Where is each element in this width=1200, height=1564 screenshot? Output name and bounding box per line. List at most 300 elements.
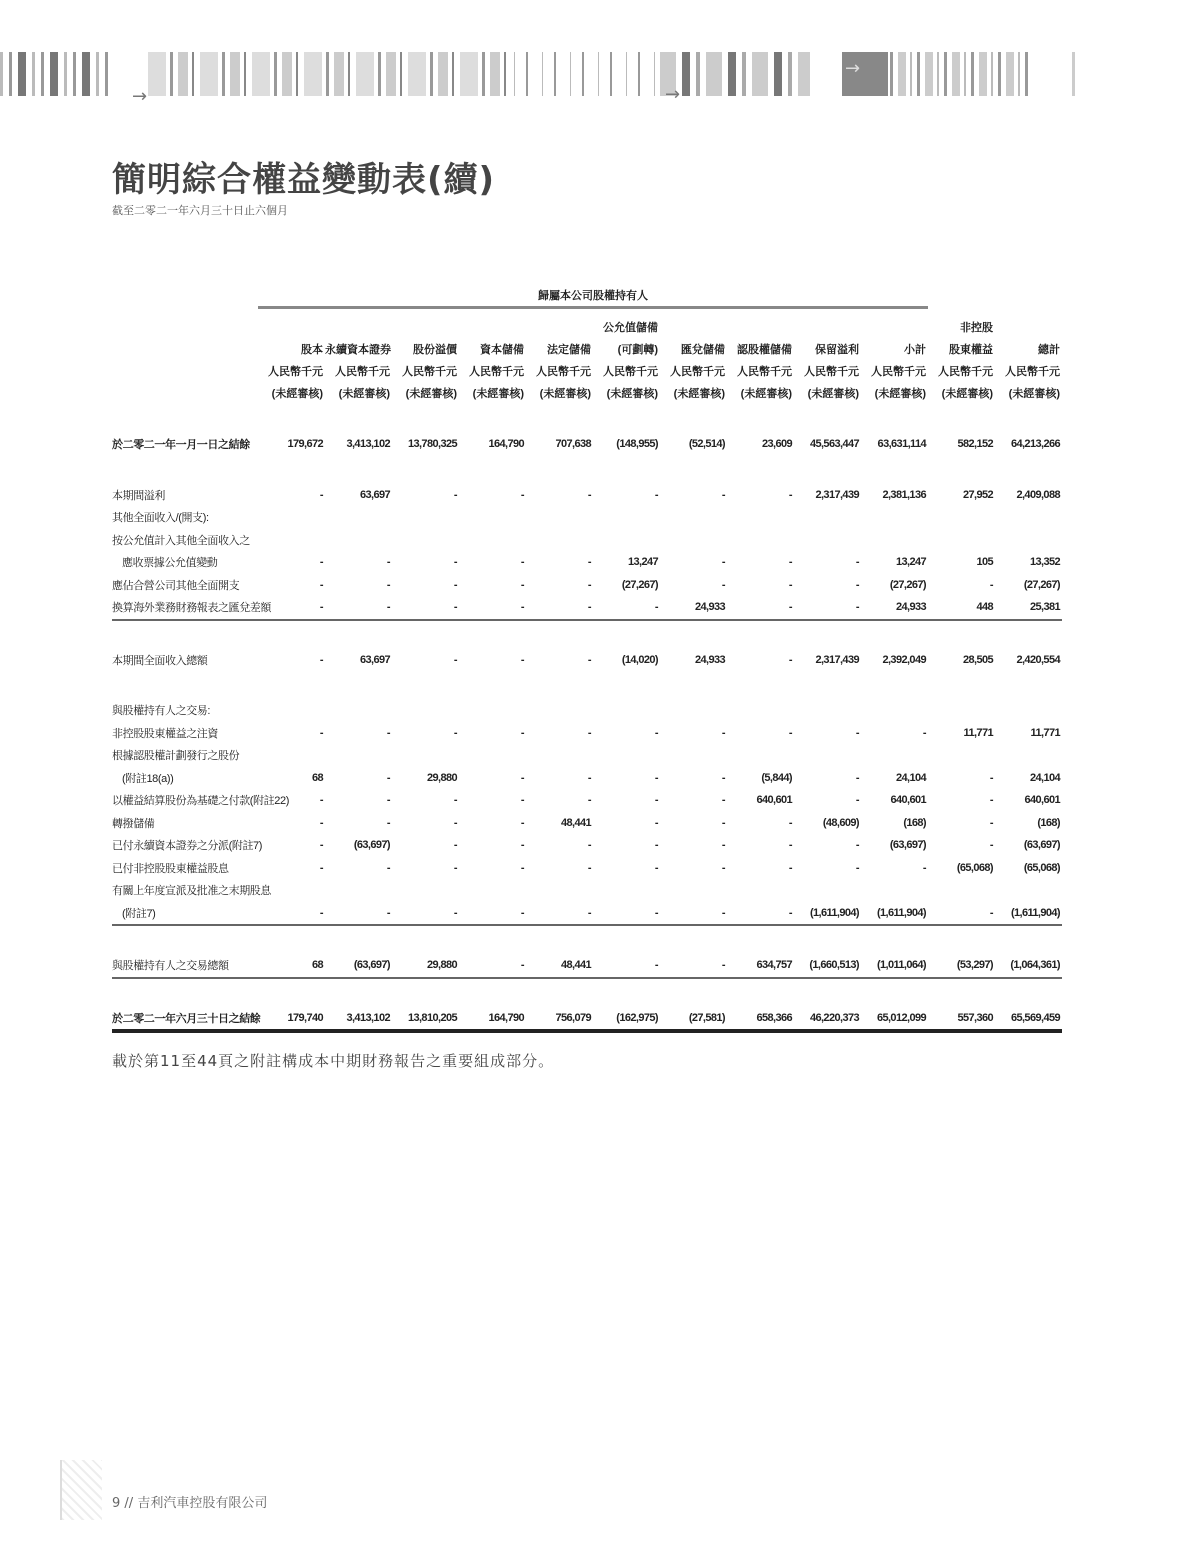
decorative-barcode-band	[660, 52, 810, 96]
column-header	[928, 308, 995, 406]
column-header-line: (未經審核)	[271, 388, 323, 400]
table-row	[112, 722, 1062, 745]
table-cell: 13,247	[627, 556, 658, 569]
table-cell: -	[325, 596, 392, 620]
column-header-line: 人民幣千元	[1005, 366, 1060, 378]
column-header-line	[660, 317, 725, 339]
table-cell	[794, 699, 861, 722]
table-cell: -	[520, 578, 524, 591]
table-cell: -	[989, 794, 993, 807]
table-cell	[861, 506, 928, 529]
column-header-line: (未經審核)	[673, 388, 725, 400]
table-row	[112, 857, 1062, 880]
table-cell: -	[727, 596, 794, 620]
column-header-line: 認股權儲備	[737, 344, 792, 356]
table-cell: 27,952	[962, 488, 993, 501]
page-number: 9	[112, 1496, 121, 1511]
decorative-barcode-band	[508, 52, 658, 96]
table-cell: -	[453, 488, 457, 501]
column-header-line: 資本儲備	[480, 344, 524, 356]
table-cell: -	[587, 839, 591, 852]
table-cell	[660, 744, 727, 767]
table-cell	[325, 529, 392, 552]
row-label: 以權益結算股份為基礎之付款(附註22)	[112, 795, 289, 808]
table-cell: (168)	[1037, 816, 1060, 829]
table-cell: -	[587, 861, 591, 874]
table-cell: -	[459, 954, 526, 978]
row-label: 其他全面收入/(開支):	[112, 512, 209, 525]
table-cell: (27,267)	[621, 578, 658, 591]
table-cell	[526, 744, 593, 767]
table-row	[112, 902, 1062, 926]
table-cell: 582,152	[957, 438, 993, 451]
table-cell: -	[788, 556, 792, 569]
table-cell: 707,638	[555, 438, 591, 451]
table-cell: -	[258, 902, 325, 926]
table-cell: -	[526, 596, 593, 620]
table-cell: (65,068)	[956, 861, 993, 874]
column-header-line	[258, 317, 323, 339]
row-label: 轉撥儲備	[112, 817, 155, 830]
table-cell: 24,933	[694, 653, 725, 666]
table-cell: -	[386, 861, 390, 874]
table-cell: 28,505	[962, 653, 993, 666]
table-cell: -	[855, 578, 859, 591]
column-header-line: 人民幣千元	[938, 366, 993, 378]
table-cell: 24,933	[660, 596, 727, 620]
table-cell: 179,672	[287, 438, 323, 451]
table-cell: (1,011,064)	[861, 954, 928, 978]
table-cell: -	[587, 556, 591, 569]
table-cell: -	[319, 488, 323, 501]
column-header-line: 非控股	[960, 322, 993, 334]
column-header-line: (未經審核)	[1008, 388, 1060, 400]
row-spacer	[112, 456, 1062, 484]
column-header-line: 小計	[904, 344, 926, 356]
table-cell	[526, 879, 593, 902]
table-cell: 756,079	[526, 1007, 593, 1032]
decorative-barcode-band	[148, 52, 508, 96]
table-cell: -	[520, 653, 524, 666]
table-cell: -	[794, 596, 861, 620]
column-header-line: 永續資本證券	[325, 344, 391, 356]
table-cell	[995, 529, 1062, 552]
table-cell: 24,104	[1029, 771, 1060, 784]
column-header-line: 人民幣千元	[536, 366, 591, 378]
column-header-line: 股本	[301, 344, 323, 356]
table-cell: -	[721, 861, 725, 874]
table-cell: (1,064,361)	[995, 954, 1062, 978]
table-cell: -	[788, 861, 792, 874]
decorative-barcode-band	[890, 52, 1030, 96]
table-row	[112, 954, 1062, 978]
row-label: (附註18(a))	[122, 772, 174, 785]
table-cell	[392, 744, 459, 767]
table-cell	[794, 744, 861, 767]
table-cell: (63,697)	[1023, 839, 1060, 852]
column-header-line: 匯兌儲備	[681, 344, 725, 356]
table-cell	[928, 506, 995, 529]
table-cell: -	[258, 596, 325, 620]
table-row	[112, 789, 1062, 812]
table-cell: (1,611,904)	[861, 902, 928, 926]
table-cell: 3,413,102	[346, 438, 390, 451]
column-header-line: (未經審核)	[740, 388, 792, 400]
table-cell	[392, 506, 459, 529]
table-cell: -	[319, 556, 323, 569]
table-cell	[258, 529, 325, 552]
table-cell: 68	[311, 771, 323, 784]
table-cell: -	[520, 726, 524, 739]
column-header	[325, 308, 392, 406]
table-row	[112, 649, 1062, 672]
table-row	[112, 484, 1062, 507]
table-cell: 11,771	[1030, 726, 1060, 739]
table-cell: (52,514)	[688, 438, 725, 451]
row-label: 非控股股東權益之注資	[112, 727, 218, 740]
column-header-line: 股東權益	[949, 344, 993, 356]
column-header-line	[459, 317, 524, 339]
table-cell: -	[319, 861, 323, 874]
page-title: 簡明綜合權益變動表(續)	[112, 160, 496, 200]
table-cell	[526, 506, 593, 529]
column-header-row	[112, 308, 1062, 406]
table-cell: -	[855, 771, 859, 784]
table-cell	[325, 506, 392, 529]
table-cell: -	[520, 771, 524, 784]
column-header-line: 公允值儲備	[603, 322, 658, 334]
table-cell	[727, 529, 794, 552]
table-cell: -	[453, 726, 457, 739]
table-cell: 2,317,439	[815, 653, 859, 666]
table-cell: (148,955)	[616, 438, 658, 451]
table-cell	[593, 879, 660, 902]
company-logo	[60, 1460, 102, 1520]
table-cell: 2,381,136	[882, 488, 926, 501]
column-header-line: 人民幣千元	[603, 366, 658, 378]
table-cell	[392, 879, 459, 902]
table-cell: -	[386, 726, 390, 739]
table-cell: -	[319, 578, 323, 591]
table-cell: -	[654, 794, 658, 807]
table-cell: 63,697	[359, 653, 390, 666]
row-label: (附註7)	[112, 902, 258, 926]
table-cell: (14,020)	[621, 653, 658, 666]
row-label: 於二零二一年六月三十日之結餘	[112, 1007, 258, 1032]
row-label: 與股權持有人之交易總額	[112, 954, 258, 978]
table-cell: 2,392,049	[882, 653, 926, 666]
table-cell	[593, 744, 660, 767]
table-cell: -	[453, 839, 457, 852]
table-cell	[325, 879, 392, 902]
row-label: 應佔合營公司其他全面開支	[112, 579, 240, 592]
table-cell: 13,780,325	[407, 438, 457, 451]
equity-changes-table	[112, 284, 1062, 1033]
table-cell: -	[922, 726, 926, 739]
column-header-line: (未經審核)	[472, 388, 524, 400]
table-cell: (63,697)	[889, 839, 926, 852]
column-header-line	[794, 317, 859, 339]
table-cell: (63,697)	[353, 839, 390, 852]
table-cell: -	[855, 861, 859, 874]
table-cell: -	[788, 488, 792, 501]
table-cell	[995, 744, 1062, 767]
table-row	[112, 574, 1062, 597]
column-header	[727, 308, 794, 406]
page-subtitle: 截至二零二一年六月三十日止六個月	[112, 204, 288, 217]
table-cell	[727, 879, 794, 902]
column-header-line: 人民幣千元	[268, 366, 323, 378]
table-cell: -	[587, 488, 591, 501]
table-cell: -	[386, 578, 390, 591]
column-header-line: 人民幣千元	[871, 366, 926, 378]
column-header	[861, 308, 928, 406]
table-cell: -	[788, 578, 792, 591]
table-cell	[459, 506, 526, 529]
table-cell	[325, 744, 392, 767]
table-cell: -	[459, 596, 526, 620]
table-cell: -	[526, 902, 593, 926]
table-cell: 2,420,554	[1016, 653, 1060, 666]
table-cell	[593, 506, 660, 529]
row-label: 已付非控股股東權益股息	[112, 862, 229, 875]
table-cell: -	[855, 794, 859, 807]
table-cell: 658,366	[727, 1007, 794, 1032]
table-row	[112, 834, 1062, 857]
table-cell: 634,757	[727, 954, 794, 978]
table-cell: 640,601	[756, 794, 792, 807]
row-spacer	[112, 620, 1062, 649]
group-header-row	[112, 284, 1062, 308]
table-cell: -	[788, 839, 792, 852]
table-cell: -	[587, 794, 591, 807]
table-cell: -	[319, 839, 323, 852]
table-cell: -	[721, 839, 725, 852]
table-cell	[995, 699, 1062, 722]
table-cell	[526, 529, 593, 552]
page-footer	[112, 1492, 267, 1511]
column-header	[459, 308, 526, 406]
column-header-line: 法定儲備	[547, 344, 591, 356]
footer-separator: //	[124, 1496, 134, 1511]
row-label: 有關上年度宣派及批准之末期股息	[112, 885, 271, 898]
table-cell: (65,068)	[1023, 861, 1060, 874]
table-row	[112, 744, 1062, 767]
arrow-right-icon: →	[845, 58, 861, 79]
table-cell: -	[319, 816, 323, 829]
arrow-right-icon: →	[132, 86, 148, 107]
table-cell: 13,352	[1029, 556, 1060, 569]
table-cell: -	[788, 816, 792, 829]
decorative-barcode-band	[1072, 52, 1075, 96]
table-cell: 63,631,114	[877, 438, 926, 451]
row-label: 於二零二一年一月一日之結餘	[112, 439, 250, 452]
table-cell	[392, 699, 459, 722]
row-label: 應收票據公允值變動	[122, 557, 218, 570]
column-header	[660, 308, 727, 406]
table-cell: (162,975)	[593, 1007, 660, 1032]
table-row	[112, 506, 1062, 529]
table-cell: -	[922, 861, 926, 874]
column-header-line: (未經審核)	[405, 388, 457, 400]
table-cell	[861, 744, 928, 767]
table-cell: -	[721, 794, 725, 807]
table-cell	[459, 699, 526, 722]
table-cell: -	[788, 726, 792, 739]
table-cell: 46,220,373	[794, 1007, 861, 1032]
table-cell	[794, 879, 861, 902]
table-cell	[727, 699, 794, 722]
table-cell	[459, 744, 526, 767]
table-row	[112, 879, 1062, 902]
table-cell: -	[386, 816, 390, 829]
table-cell: -	[453, 816, 457, 829]
column-header-line: (未經審核)	[539, 388, 591, 400]
table-cell: -	[654, 726, 658, 739]
table-cell	[660, 529, 727, 552]
table-cell: -	[721, 771, 725, 784]
table-cell	[727, 506, 794, 529]
row-label: 已付永續資本證券之分派(附註7)	[112, 840, 263, 853]
column-header-line	[861, 317, 926, 339]
table-cell	[861, 879, 928, 902]
table-cell: -	[654, 771, 658, 784]
table-cell: -	[855, 726, 859, 739]
table-cell: -	[721, 556, 725, 569]
footnote: 載於第11至44頁之附註構成本中期財務報告之重要組成部分。	[112, 1052, 555, 1070]
table-cell: -	[453, 578, 457, 591]
table-cell: (63,697)	[325, 954, 392, 978]
row-spacer	[112, 978, 1062, 1007]
column-header	[258, 308, 325, 406]
table-row	[112, 699, 1062, 722]
table-cell: 105	[976, 556, 993, 569]
row-label: 本期間溢利	[112, 489, 165, 502]
column-header-line: 人民幣千元	[469, 366, 524, 378]
table-cell: -	[386, 794, 390, 807]
column-header-line: (未經審核)	[874, 388, 926, 400]
table-cell: 45,563,447	[809, 438, 859, 451]
table-cell: -	[989, 771, 993, 784]
table-cell	[995, 506, 1062, 529]
decorative-barcode-band	[0, 52, 110, 96]
table-cell: -	[989, 578, 993, 591]
table-cell	[258, 699, 325, 722]
table-cell: -	[660, 902, 727, 926]
group-header: 歸屬本公司股權持有人	[258, 284, 928, 308]
table-cell	[794, 529, 861, 552]
table-cell	[794, 506, 861, 529]
table-cell	[325, 699, 392, 722]
table-cell	[593, 529, 660, 552]
column-header-line	[727, 317, 792, 339]
column-header-line: 人民幣千元	[670, 366, 725, 378]
table-cell: -	[520, 488, 524, 501]
row-label: 與股權持有人之交易:	[112, 705, 211, 718]
table-cell: -	[520, 839, 524, 852]
table-cell: -	[386, 771, 390, 784]
table-cell	[928, 699, 995, 722]
table-cell	[995, 879, 1062, 902]
table-cell: 29,880	[426, 771, 457, 784]
table-cell: -	[593, 902, 660, 926]
table-cell: (1,660,513)	[794, 954, 861, 978]
table-cell: (168)	[903, 816, 926, 829]
table-cell	[258, 744, 325, 767]
table-cell: 65,012,099	[861, 1007, 928, 1032]
table-cell: -	[325, 902, 392, 926]
column-header-line	[325, 317, 390, 339]
table-cell: -	[989, 839, 993, 852]
table-cell: -	[855, 839, 859, 852]
table-cell: -	[386, 556, 390, 569]
column-header-line: 股份溢價	[413, 344, 457, 356]
table-cell: (53,297)	[928, 954, 995, 978]
column-header-line: 人民幣千元	[804, 366, 859, 378]
row-spacer	[112, 405, 1062, 433]
row-label: 本期間全面收入總額	[112, 654, 208, 667]
table-cell: -	[587, 726, 591, 739]
table-cell: (27,267)	[889, 578, 926, 591]
table-row	[112, 1007, 1062, 1032]
table-cell	[727, 744, 794, 767]
table-cell: -	[721, 726, 725, 739]
table-cell: (1,611,904)	[794, 902, 861, 926]
table-cell: 164,790	[488, 438, 524, 451]
table-cell	[660, 506, 727, 529]
table-cell: 64,213,266	[1010, 438, 1060, 451]
table-cell: 65,569,459	[995, 1007, 1062, 1032]
column-header-line: (可劃轉)	[617, 344, 658, 356]
table-cell	[459, 529, 526, 552]
table-cell: -	[392, 902, 459, 926]
table-cell: -	[788, 653, 792, 666]
table-cell: -	[660, 954, 727, 978]
table-cell	[928, 744, 995, 767]
table-cell	[861, 529, 928, 552]
table-cell: -	[520, 861, 524, 874]
row-spacer	[112, 925, 1062, 954]
table-cell: 2,317,439	[815, 488, 859, 501]
column-header-line	[526, 317, 591, 339]
table-cell	[526, 699, 593, 722]
column-header	[794, 308, 861, 406]
table-cell: -	[453, 794, 457, 807]
table-cell: -	[520, 816, 524, 829]
table-cell: 3,413,102	[325, 1007, 392, 1032]
table-row	[112, 767, 1062, 790]
column-header-line: (未經審核)	[807, 388, 859, 400]
table-cell	[660, 699, 727, 722]
table-cell: -	[654, 488, 658, 501]
table-cell: -	[587, 653, 591, 666]
table-cell: 640,601	[890, 794, 926, 807]
table-cell: -	[855, 556, 859, 569]
column-header-line	[995, 317, 1060, 339]
table-cell: (5,844)	[761, 771, 792, 784]
table-cell: -	[392, 596, 459, 620]
table-cell: -	[459, 902, 526, 926]
table-cell: 448	[928, 596, 995, 620]
table-cell: 557,360	[928, 1007, 995, 1032]
column-header-line: (未經審核)	[606, 388, 658, 400]
table-cell: -	[593, 954, 660, 978]
table-cell: (1,611,904)	[995, 902, 1062, 926]
table-cell: -	[721, 578, 725, 591]
table-cell: -	[587, 771, 591, 784]
arrow-right-icon: →	[665, 84, 681, 105]
table-cell: 29,880	[392, 954, 459, 978]
